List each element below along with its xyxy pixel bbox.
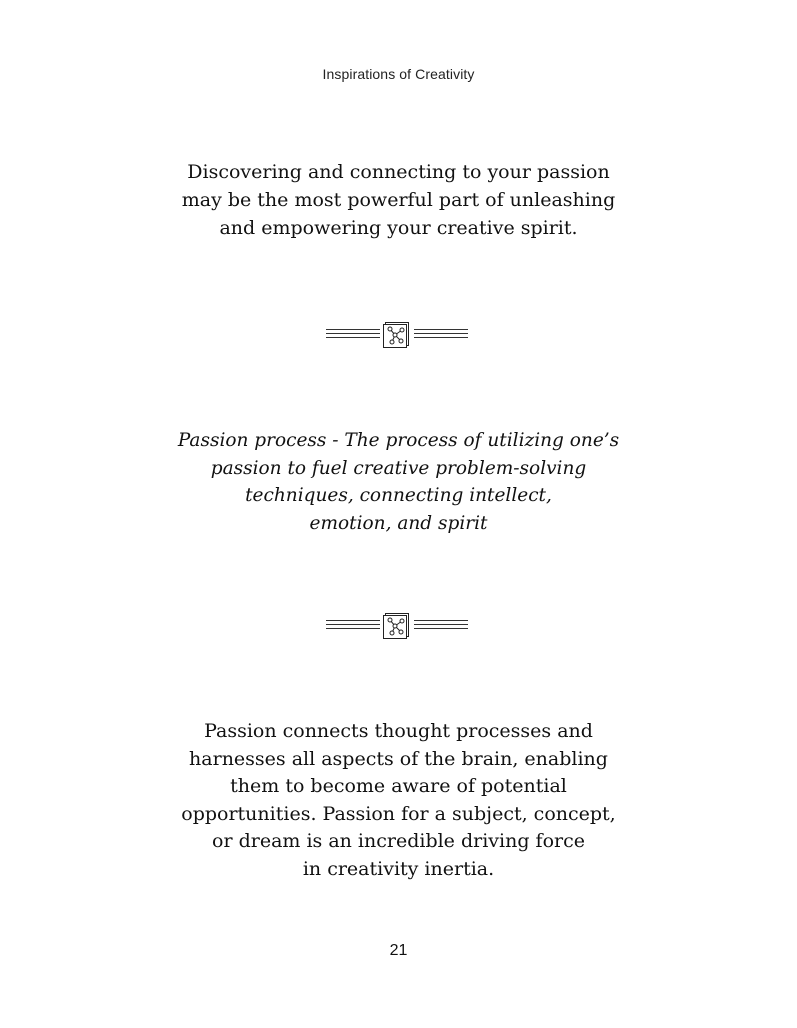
running-header: Inspirations of Creativity <box>322 66 475 82</box>
closing-line: in creativity inertia. <box>302 857 495 880</box>
intro-line: may be the most powerful part of unleashing <box>181 189 616 211</box>
definition-line: passion to fuel creative problem-solving <box>210 457 587 479</box>
closing-line: opportunities. Passion for a subject, concept, <box>181 802 616 825</box>
page-number: 21 <box>389 942 408 959</box>
definition-paragraph <box>0 427 797 537</box>
closing-line: Passion connects thought processes and <box>204 720 593 742</box>
closing-line: or dream is an incredible driving force <box>212 830 585 852</box>
closing-paragraph <box>0 718 797 883</box>
section-divider <box>326 321 468 349</box>
definition-line: emotion, and spirit <box>309 512 488 534</box>
intro-paragraph <box>0 158 797 242</box>
network-nodes-icon <box>384 323 409 348</box>
section-divider <box>326 612 468 640</box>
definition-line: techniques, connecting intellect, <box>245 485 552 506</box>
intro-line: and empowering your creative spirit. <box>219 217 578 239</box>
closing-line: harnesses all aspects of the brain, enabling <box>189 747 608 770</box>
network-nodes-icon <box>384 614 409 639</box>
closing-line: them to become aware of potential <box>230 775 567 797</box>
intro-line: Discovering and connecting to your passion <box>187 161 610 183</box>
definition-line: Passion process - The process of utilizing one’s <box>177 430 620 451</box>
